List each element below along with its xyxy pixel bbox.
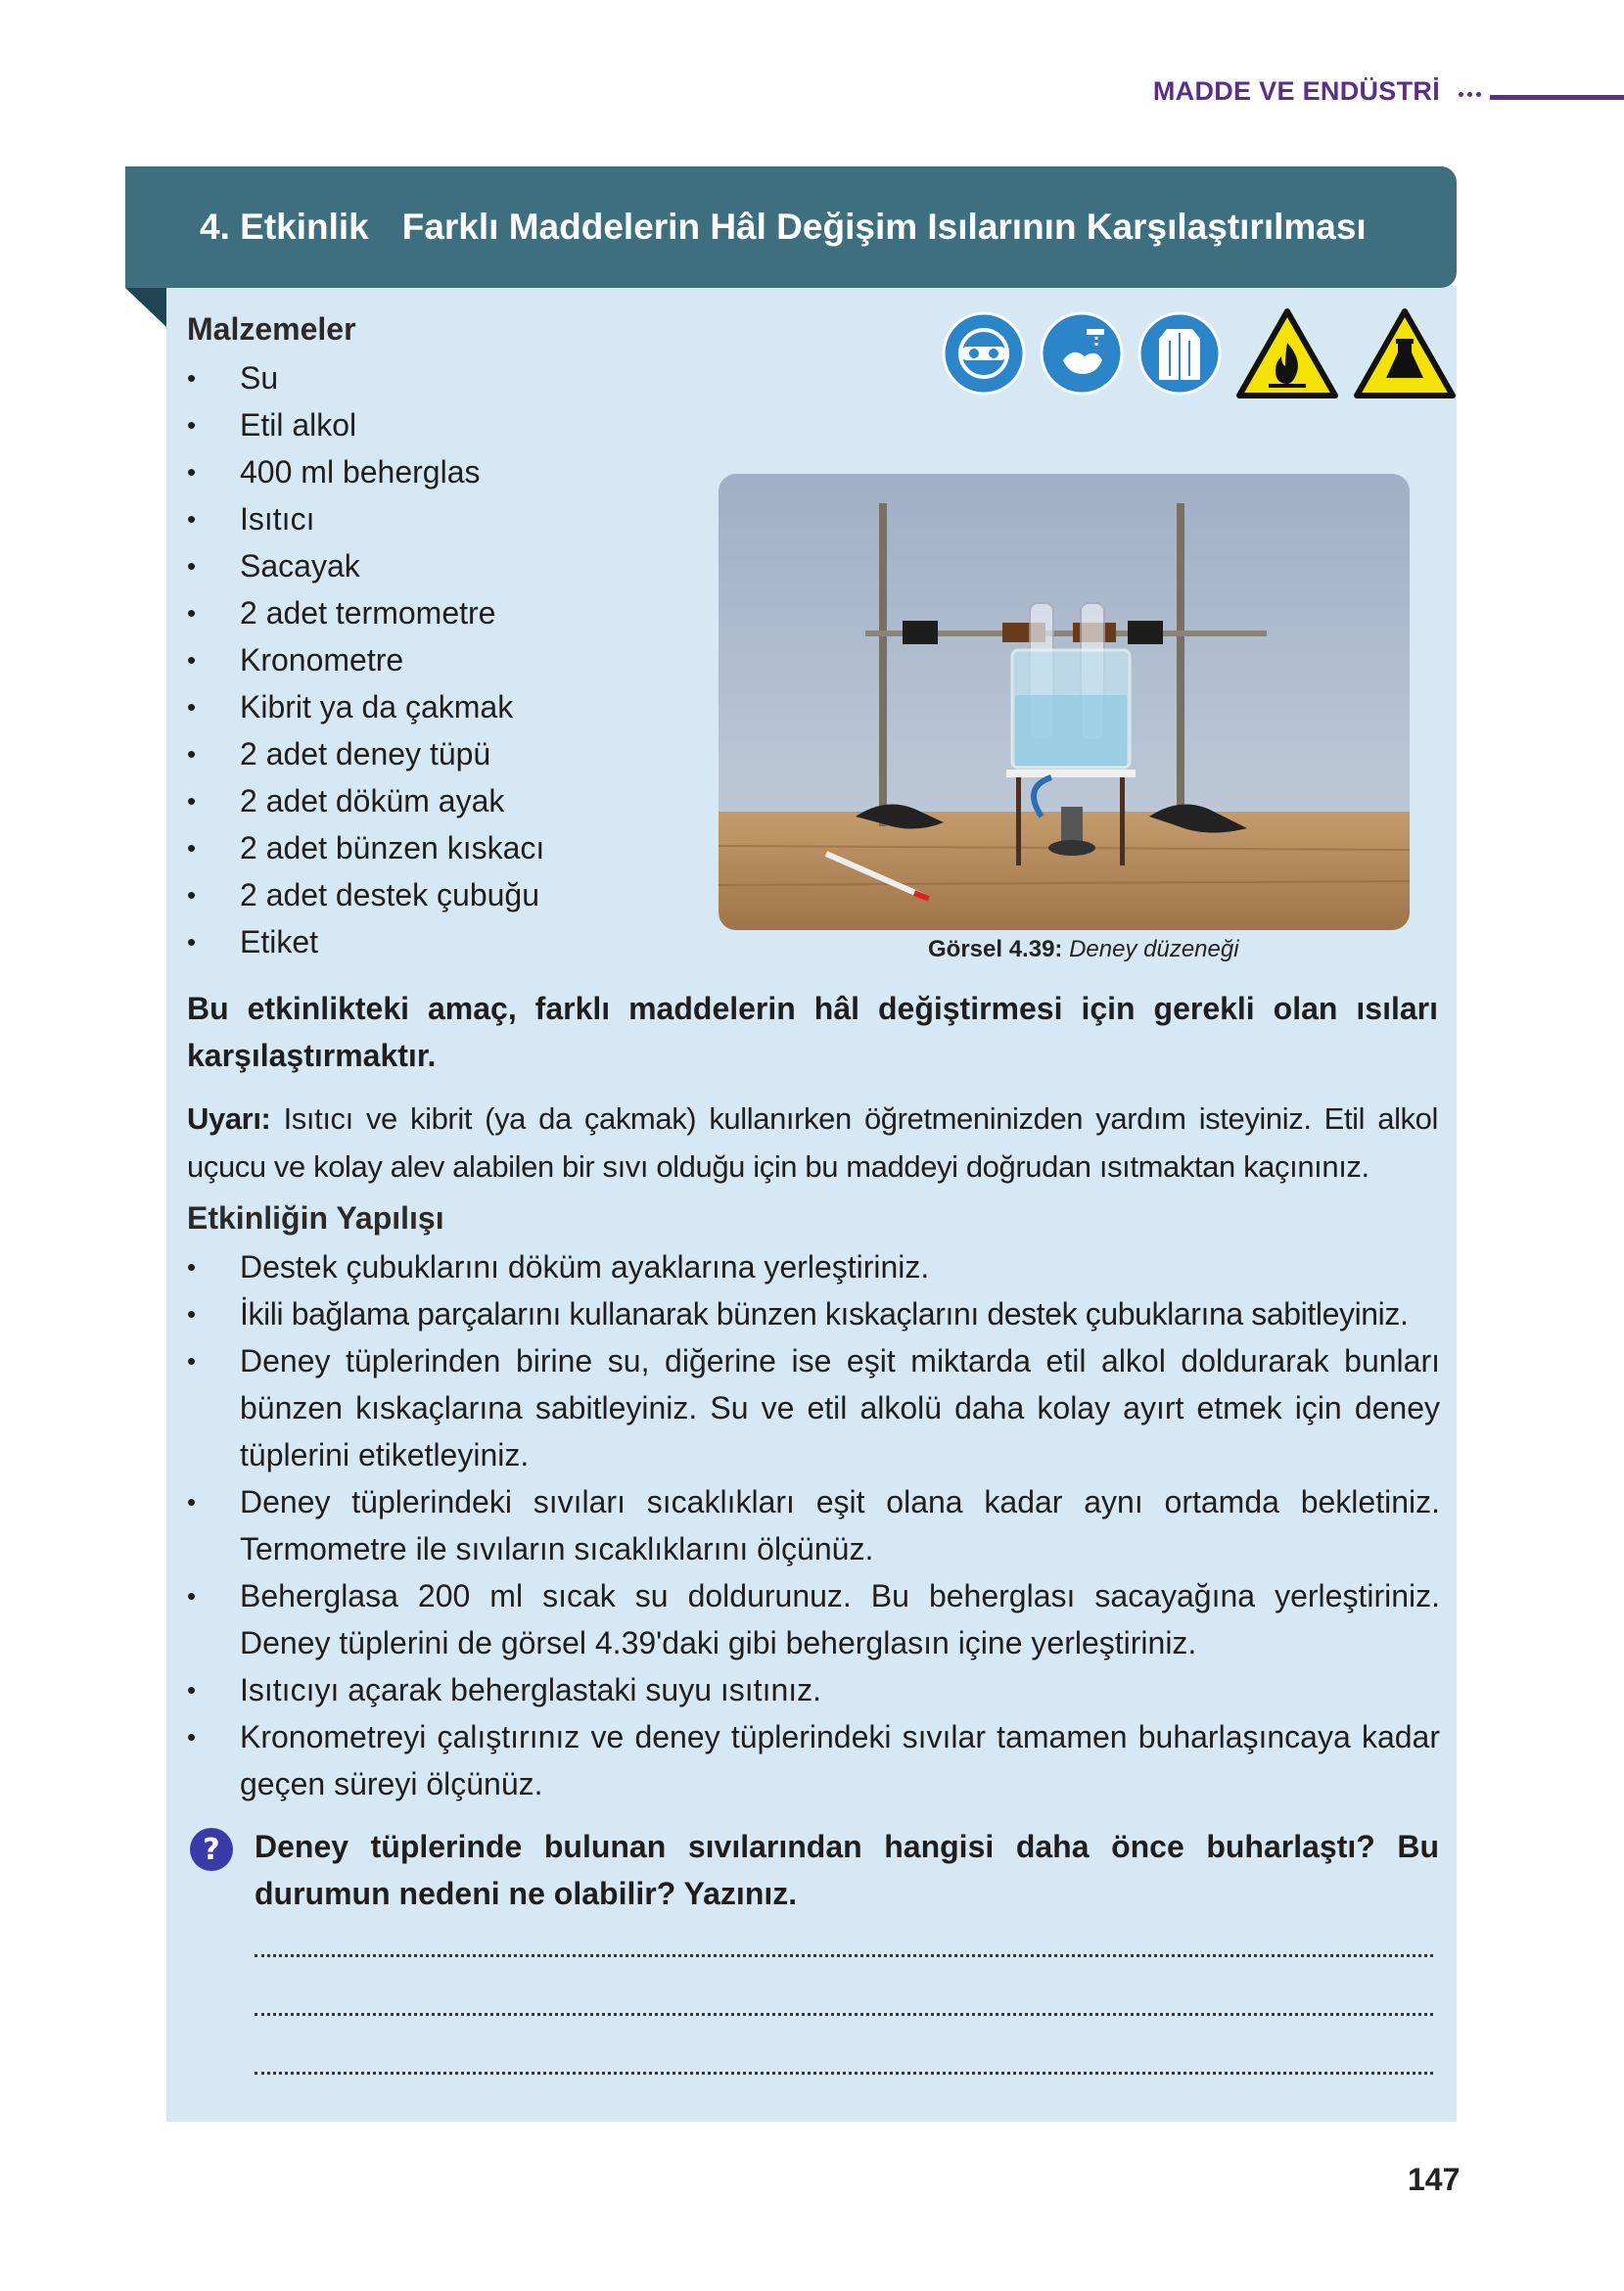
list-item: • Kronometreyi çalıştırınız ve deney tüplerindeki sıvılar tamamen buharlaşıncaya kadar geçen süreyi ölçünüz. <box>187 1713 1440 1807</box>
question-text: Deney tüplerinde bulunan sıvılarından hangisi daha önce buharlaştı? Bu durumun nedeni ne olabilir? Yazınız. <box>255 1829 1439 1911</box>
answer-line[interactable] <box>255 2072 1433 2075</box>
page-number: 147 <box>1408 2162 1461 2197</box>
list-item: • 2 adet termometre <box>187 589 735 636</box>
list-item: • Deney tüplerindeki sıvıları sıcaklıkları eşit olana kadar aynı ortamda bekletiniz. Termometre ile sıvıların sıcaklıklarını ölçünüz. <box>187 1478 1440 1572</box>
list-item: • Etil alkol <box>187 401 735 448</box>
list-item: • Su <box>187 354 735 401</box>
list-item: • 2 adet destek çubuğu <box>187 871 735 918</box>
list-item: • 2 adet bünzen kıskacı <box>187 824 735 871</box>
answer-line[interactable] <box>255 1954 1433 1957</box>
materials-list <box>187 354 735 965</box>
list-item: • İkili bağlama parçalarını kullanarak bünzen kıskaçlarını destek çubuklarına sabitleyiniz. <box>187 1290 1440 1337</box>
hand-washing-icon <box>1040 311 1124 400</box>
activity-title-bar <box>125 166 1457 288</box>
activity-number: 4. Etkinlik <box>200 207 369 247</box>
figure-label: Görsel 4.39: <box>928 936 1063 962</box>
list-item: • Sacayak <box>187 542 735 589</box>
list-item: • Etiket <box>187 918 735 965</box>
list-item: • Isıtıcıyı açarak beherglastaki suyu ısıtınız. <box>187 1666 1440 1713</box>
list-item: • Kibrit ya da çakmak <box>187 683 735 730</box>
list-item: • Beherglasa 200 ml sıcak su doldurunuz. Bu beherglası sacayağına yerleştiriniz. Deney tüplerini de görsel 4.39'daki gibi beherglasın içine yerleştiriniz. <box>187 1572 1440 1666</box>
activity-title: Farklı Maddelerin Hâl Değişim Isılarının Karşılaştırılması <box>401 207 1367 247</box>
safety-icons <box>942 311 1470 399</box>
list-item: • 400 ml beherglas <box>187 448 735 495</box>
header-line <box>1490 95 1624 100</box>
warning-text: Isıtıcı ve kibrit (ya da çakmak) kullanırken öğretmeninizden yardım isteyiniz. Etil alkol uçucu ve kolay alev alabilen bir sıvı olduğu için bu maddeyi doğrudan ısıtmaktan kaçınınız. <box>187 1101 1438 1184</box>
section-header: MADDE VE ENDÜSTRİ <box>1152 76 1440 106</box>
chemical-hazard-icon <box>1353 307 1457 404</box>
procedure-heading: Etkinliğin Yapılışı <box>187 1200 444 1236</box>
figure-caption <box>928 936 1239 963</box>
header-dots <box>1459 92 1490 98</box>
list-item: • Destek çubuklarını döküm ayaklarına yerleştiriniz. <box>187 1243 1440 1290</box>
warning-label: Uyarı: <box>187 1101 271 1136</box>
safety-goggles-icon <box>942 311 1026 400</box>
list-item: • 2 adet döküm ayak <box>187 777 735 824</box>
procedure-list <box>187 1243 1440 1807</box>
warning-block <box>187 1095 1438 1191</box>
flammable-warning-icon <box>1235 307 1339 404</box>
figure-caption-text: Deney düzeneği <box>1069 936 1239 962</box>
list-item: • 2 adet deney tüpü <box>187 730 735 777</box>
materials-heading: Malzemeler <box>187 311 356 347</box>
goal-text: Bu etkinlikteki amaç, farklı maddelerin hâl değiştirmesi için gerekli olan ısıları karşılaştırmaktır. <box>187 991 1438 1073</box>
question-mark-icon <box>189 1827 234 1872</box>
title-fold <box>125 288 166 327</box>
svg-text:?: ? <box>203 1833 220 1867</box>
list-item: • Isıtıcı <box>187 495 735 542</box>
list-item: • Deney tüplerinden birine su, diğerine ise eşit miktarda etil alkol doldurarak bunları bünzen kıskaçlarına sabitleyiniz. Su ve etil alkolü daha kolay ayırt etmek için deney tüplerini etiketleyiniz. <box>187 1337 1440 1478</box>
answer-line[interactable] <box>255 2013 1433 2016</box>
lab-coat-icon <box>1137 311 1222 400</box>
list-item: • Kronometre <box>187 636 735 683</box>
experiment-photo <box>719 474 1410 930</box>
